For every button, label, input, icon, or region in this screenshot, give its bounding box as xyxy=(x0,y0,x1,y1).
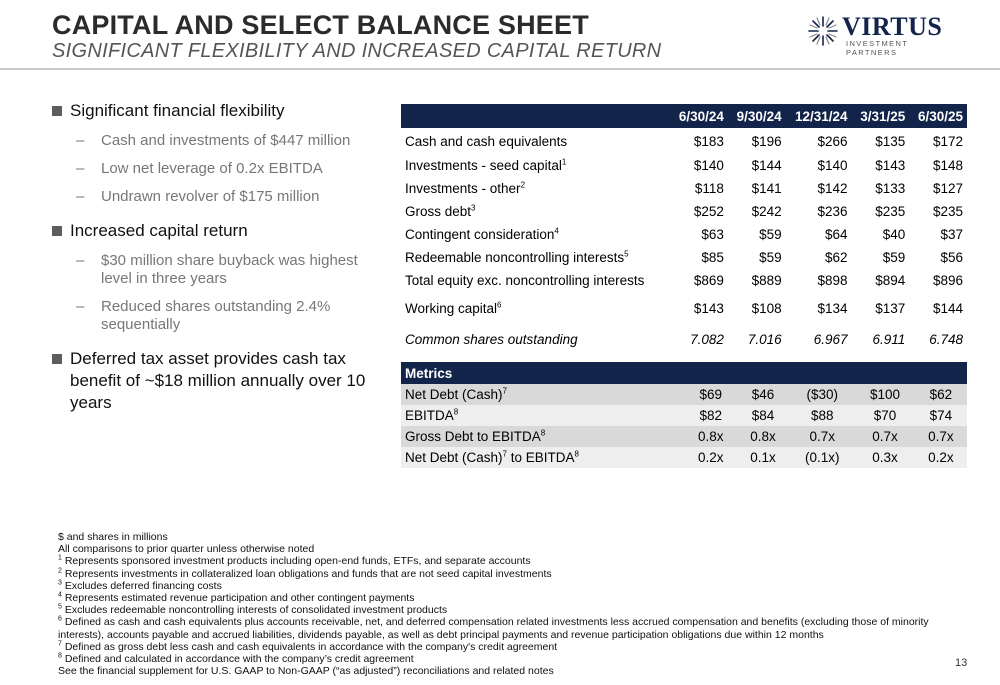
cell: $141 xyxy=(751,181,782,196)
page-subtitle: SIGNIFICANT FLEXIBILITY AND INCREASED CAPITAL RETURN xyxy=(52,40,662,62)
row-label: Gross Debt to EBITDA xyxy=(405,429,541,444)
sub-bullet-text: $30 million share buyback was highest level in three years xyxy=(101,252,358,287)
bullet-text: Significant financial flexibility xyxy=(70,101,285,120)
cell: $183 xyxy=(693,133,724,149)
bullet-item xyxy=(52,348,392,414)
cell: $235 xyxy=(932,204,963,219)
bullet-item xyxy=(52,220,392,242)
cell: $142 xyxy=(817,181,848,196)
cell: $894 xyxy=(875,273,906,288)
cell: 0.8x xyxy=(750,429,776,444)
footnote-line: $^8$ Defined and calculated in accordance with the company’s credit agreement xyxy=(58,652,414,666)
cell: $74 xyxy=(929,408,953,423)
table-row xyxy=(401,154,967,177)
cell: 0.7x xyxy=(872,429,898,444)
page-number: 13 xyxy=(955,657,968,669)
cell: 7.016 xyxy=(747,331,782,347)
footnote-line: $^1$ Represents sponsored investment products including open-end funds, ETFs, and separate accounts xyxy=(58,554,531,568)
square-bullet-icon xyxy=(52,226,62,236)
footnote-line: $ and shares in millions xyxy=(58,531,168,543)
cell: 7.082 xyxy=(690,331,724,347)
cell: 6.911 xyxy=(872,331,906,347)
cell: $40 xyxy=(882,227,906,242)
cell: $143 xyxy=(693,301,724,316)
bullet-text: Deferred tax asset provides cash tax benefit of ~$18 million annually over 10 years xyxy=(70,349,366,412)
row-label: Net Debt (Cash) xyxy=(405,387,503,402)
row-label-suffix: to EBITDA xyxy=(507,450,575,465)
cell: $82 xyxy=(699,408,723,423)
footnote-line: $^4$ Represents estimated revenue participation and other contingent payments xyxy=(58,591,415,605)
sub-bullet-item: – $30 million share buyback was highest level in three years xyxy=(76,252,358,287)
cell: $140 xyxy=(693,158,724,173)
row-label: Contingent consideration xyxy=(405,227,555,242)
footnote-marker: 1 xyxy=(561,157,567,167)
cell: $889 xyxy=(751,273,782,288)
footnote-marker: 3 xyxy=(471,203,476,213)
cell: $134 xyxy=(817,301,848,316)
cell: $59 xyxy=(759,227,782,242)
cell: $108 xyxy=(751,301,782,316)
sub-bullet-item: – Cash and investments of $447 million xyxy=(76,132,351,149)
cell: $37 xyxy=(940,227,963,242)
cell: $59 xyxy=(759,250,782,265)
cell: $127 xyxy=(932,181,963,196)
footnote-marker: 8 xyxy=(453,407,459,417)
virtus-logo xyxy=(806,12,956,57)
table-row xyxy=(401,447,967,468)
row-label: Working capital xyxy=(405,301,498,316)
table-row xyxy=(401,426,967,447)
cell: $63 xyxy=(701,227,724,242)
header-divider xyxy=(0,68,1000,70)
cell: 6.748 xyxy=(929,331,963,347)
column-header: 6/30/24 xyxy=(678,108,724,124)
cell: $266 xyxy=(817,133,848,149)
cell: $252 xyxy=(693,204,724,219)
footnote-marker: 8 xyxy=(574,449,579,459)
footnote-line: $^7$ Defined as gross debt less cash and cash equivalents in accordance with the company's credit agreement xyxy=(58,640,558,653)
cell: $135 xyxy=(875,133,906,149)
cell: 0.2x xyxy=(698,450,724,465)
cell: 0.7x xyxy=(809,429,836,444)
cell: $869 xyxy=(693,273,724,288)
table-header-row xyxy=(401,362,967,384)
row-label: Redeemable noncontrolling interests xyxy=(405,250,625,265)
row-label: Total equity exc. noncontrolling interests xyxy=(405,273,645,288)
row-label: Common shares outstanding xyxy=(405,331,578,347)
page-title: CAPITAL AND SELECT BALANCE SHEET xyxy=(52,10,589,40)
cell: $140 xyxy=(817,158,848,173)
cell: 0.7x xyxy=(928,429,954,444)
table-header-row xyxy=(401,104,967,128)
cell: 6.967 xyxy=(813,331,848,347)
table-row xyxy=(401,246,967,269)
bullet-text: Increased capital return xyxy=(70,221,248,240)
cell: (0.1x) xyxy=(805,450,840,465)
cell: 0.2x xyxy=(928,450,954,465)
table-row xyxy=(401,200,967,223)
cell: $69 xyxy=(699,387,723,402)
column-header: 9/30/24 xyxy=(736,108,782,124)
cell: $85 xyxy=(701,250,724,265)
row-label: Cash and cash equivalents xyxy=(405,133,568,149)
footnote-line: $^5$ Excludes redeemable noncontrolling interests of consolidated investment products xyxy=(58,603,448,617)
cell: $242 xyxy=(751,204,782,219)
table-row xyxy=(401,384,967,405)
table-row xyxy=(401,325,967,353)
footnote-line: See the financial supplement for U.S. GAAP to Non-GAAP (“as adjusted”) reconciliations and related notes xyxy=(58,665,554,678)
footnote-marker: 7 xyxy=(502,449,507,459)
cell: $236 xyxy=(817,204,848,219)
cell: $898 xyxy=(817,273,848,288)
row-label: EBITDA xyxy=(405,408,454,423)
cell: $118 xyxy=(694,181,724,196)
cell: 0.1x xyxy=(750,450,776,465)
cell: $148 xyxy=(932,158,963,173)
row-label: Investments - other xyxy=(405,181,521,196)
starburst-icon xyxy=(806,14,840,48)
footnote-line: $^3$ Excludes deferred financing costs xyxy=(58,579,222,592)
cell: $64 xyxy=(824,227,848,242)
sub-bullet-item: – Undrawn revolver of $175 million xyxy=(76,188,320,205)
cell: $144 xyxy=(932,301,963,316)
cell: $46 xyxy=(751,387,775,402)
logo-wordmark: VIRTUS xyxy=(842,12,943,41)
footnote-marker: 6 xyxy=(497,300,502,310)
metrics-table xyxy=(401,362,967,468)
cell: $172 xyxy=(932,133,963,149)
cell: 0.8x xyxy=(698,429,724,444)
sub-bullet-item: – Low net leverage of 0.2x EBITDA xyxy=(76,160,323,177)
table-row xyxy=(401,405,967,426)
footnote-marker: 5 xyxy=(624,249,629,259)
cell: $59 xyxy=(882,250,906,265)
cell: $143 xyxy=(875,158,906,173)
sub-bullet-text: Low net leverage of 0.2x EBITDA xyxy=(101,160,323,177)
row-label: Investments - seed capital xyxy=(405,158,562,173)
table-row xyxy=(401,177,967,200)
bullet-item xyxy=(52,100,392,122)
table-row xyxy=(401,292,967,325)
footnote-marker: 7 xyxy=(502,386,507,396)
sub-bullet-text: Cash and investments of $447 million xyxy=(101,132,351,149)
cell: $235 xyxy=(875,204,906,219)
cell: ($30) xyxy=(806,387,839,402)
table-row xyxy=(401,128,967,154)
cell: $70 xyxy=(873,408,897,423)
logo-tagline: INVESTMENT PARTNERS xyxy=(846,39,909,57)
column-header: 6/30/25 xyxy=(917,108,963,124)
metrics-header: Metrics xyxy=(405,365,453,381)
sub-bullet-text: Reduced shares outstanding 2.4% sequentially xyxy=(101,298,331,333)
cell: $144 xyxy=(751,158,782,173)
row-label: Net Debt (Cash) xyxy=(405,450,503,465)
footnote-marker: 2 xyxy=(520,180,526,190)
cell: $84 xyxy=(751,408,775,423)
cell: $62 xyxy=(929,387,953,402)
cell: $896 xyxy=(932,273,963,288)
footnote-marker: 4 xyxy=(554,226,559,236)
footnote-line: $^2$ Represents investments in collateralized loan obligations and funds that are not seed capital investments xyxy=(58,567,552,580)
cell: $133 xyxy=(875,181,906,196)
cell: $62 xyxy=(824,250,848,265)
cell: $196 xyxy=(751,133,782,149)
bullet-list xyxy=(52,100,392,414)
table-row xyxy=(401,269,967,292)
sub-bullet-text: Undrawn revolver of $175 million xyxy=(101,188,320,205)
cell: $56 xyxy=(940,250,963,265)
footnote-line: $^6$ Defined as cash and cash equivalents plus accounts receivable, net, and deferred compensation related investments less accrued compensation and benefits (excluding those of minority interests), accounts payable and accrued liabilities, dividends payable, as well as debt principal payments and revenue participation obligations due within 12 months xyxy=(58,615,929,641)
footnote-marker: 8 xyxy=(540,428,546,438)
column-header: 3/31/25 xyxy=(860,108,906,124)
sub-bullet-item: – Reduced shares outstanding 2.4% sequentially xyxy=(76,298,331,333)
cell: $100 xyxy=(870,387,901,402)
square-bullet-icon xyxy=(52,106,62,116)
cell: $88 xyxy=(811,408,834,423)
cell: 0.3x xyxy=(872,450,898,465)
footnotes xyxy=(58,531,948,677)
table-row xyxy=(401,223,967,246)
row-label: Gross debt xyxy=(405,204,472,219)
square-bullet-icon xyxy=(52,354,62,364)
balance-sheet-table xyxy=(401,104,967,353)
column-header: 12/31/24 xyxy=(794,108,848,124)
cell: $137 xyxy=(875,301,906,316)
footnote-line: All comparisons to prior quarter unless otherwise noted xyxy=(58,543,315,556)
